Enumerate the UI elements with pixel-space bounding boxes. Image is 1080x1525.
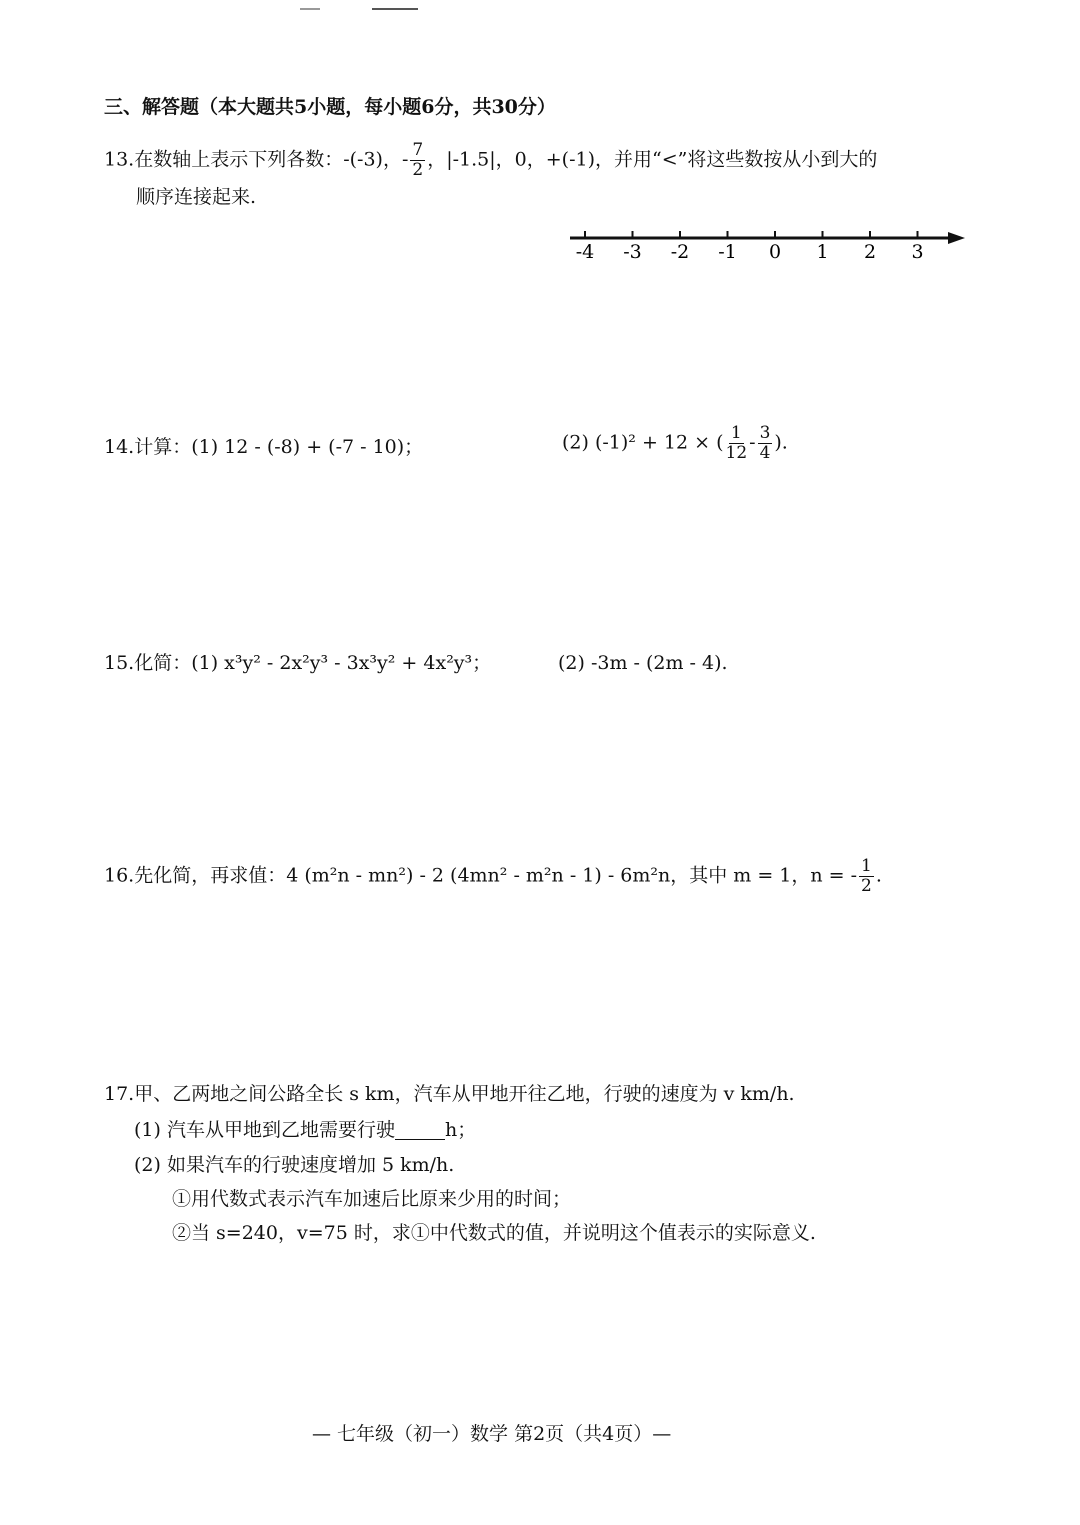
question-14-part1: 14.计算：(1) 12 - (-8) + (-7 - 10)； [104,436,424,458]
denominator: 12 [725,443,748,463]
denominator: 2 [412,160,424,180]
question-17-part2: (2) 如果汽车的行驶速度增加 5 km/h. [134,1154,455,1176]
q13-text: 13.在数轴上表示下列各数：-(-3)，- [104,148,409,171]
question-17-part2-ii: ②当 s=240，v=75 时，求①中代数式的值，并说明这个值表示的实际意义. [172,1222,816,1244]
fraction [726,425,748,462]
question-17-part2-i: ①用代数式表示汽车加速后比原来少用的时间； [172,1188,572,1210]
section-title: 三、解答题（本大题共5小题，每小题6分，共30分） [104,96,556,118]
numerator: 7 [412,140,424,160]
axis-tick-label: 2 [863,241,877,263]
question-15-part2: (2) -3m - (2m - 4). [558,652,728,674]
minus-sign: - [749,431,756,454]
q13-text-line2: 顺序连接起来. [136,186,257,208]
number-line [570,226,970,266]
numerator: 1 [861,856,872,876]
denominator: 4 [759,443,771,463]
numerator: 1 [730,423,742,443]
q13-text-cont: ，|-1.5|，0，+(-1)，并用“<”将这些数按从小到大的 [427,148,878,171]
q14-text: (2) (-1)² + 12 × ( [562,431,724,454]
q17-p1-unit: h； [444,1119,477,1141]
question-17-intro: 17.甲、乙两地之间公路全长 s km，汽车从甲地开往乙地，行驶的速度为 v km/h. [104,1083,795,1105]
axis-tick-label: -1 [718,241,737,263]
fraction [410,142,425,179]
answer-blank[interactable] [395,1123,445,1140]
q16-text-end: . [875,864,882,887]
fraction [758,425,773,462]
q17-p1-text: (1) 汽车从甲地到乙地需要行驶 [134,1119,395,1141]
question-16 [104,858,882,895]
question-17-part1 [134,1121,476,1140]
fraction [859,858,874,895]
axis-tick-label: -3 [623,241,642,263]
axis-tick-label: -4 [575,241,595,263]
page-footer: — 七年级（初一）数学 第2页（共4页）— [312,1423,672,1445]
q14-text-end: ). [774,431,788,454]
scan-mark [300,8,320,10]
numerator: 3 [759,423,771,443]
question-15-part1: 15.化简：(1) x³y² - 2x²y³ - 3x³y² + 4x²y³； [104,652,492,674]
axis-tick-label: 1 [816,241,829,263]
question-14-part2 [562,425,788,462]
question-13 [104,142,877,179]
axis-tick-label: -2 [670,241,690,263]
axis-tick-label: 0 [768,241,782,263]
denominator: 2 [861,876,872,896]
q16-text: 16.先化简，再求值：4 (m²n - mn²) - 2 (4mn² - m²n - 1) - 6m²n，其中 m = 1，n = - [104,864,858,887]
axis-tick-label: 3 [911,241,924,263]
scan-mark [372,8,418,10]
axis-arrow [948,232,965,244]
